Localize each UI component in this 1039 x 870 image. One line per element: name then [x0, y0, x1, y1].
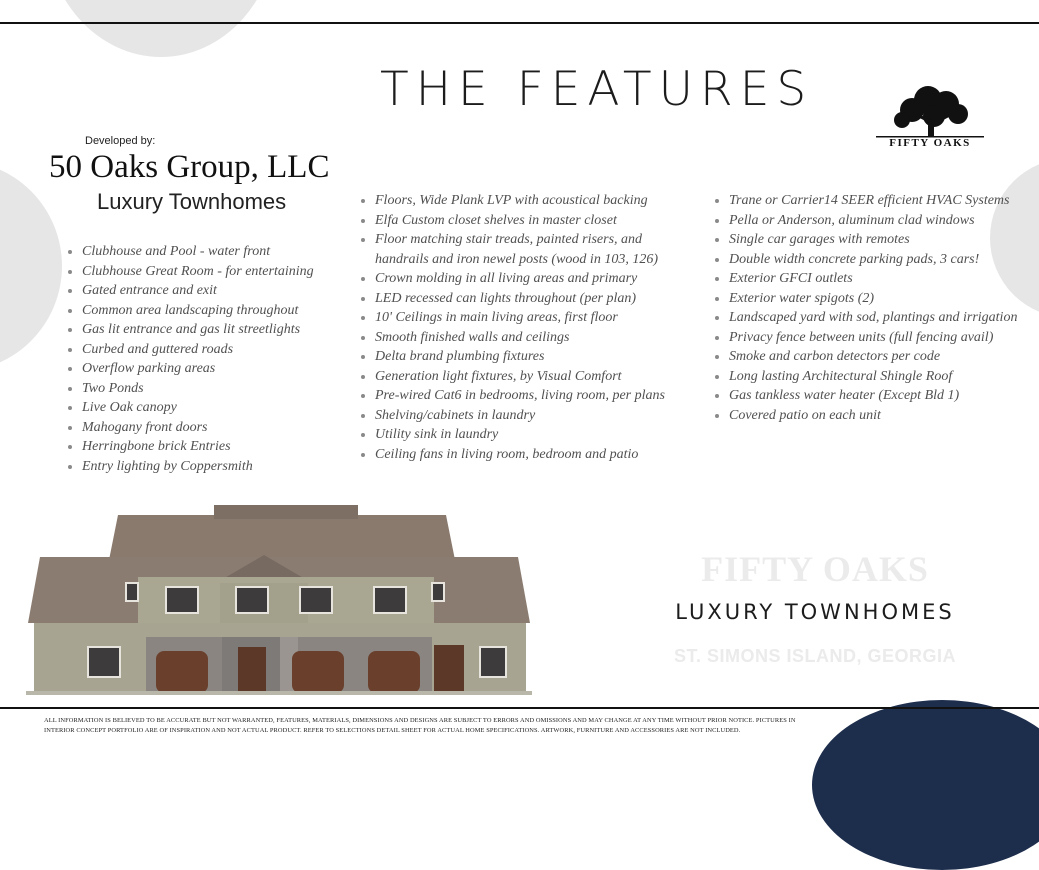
list-item: Exterior water spigots (2)	[713, 289, 1017, 309]
list-item: Live Oak canopy	[66, 398, 314, 418]
list-item: Gas tankless water heater (Except Bld 1)	[713, 386, 1017, 406]
tagline: LUXURY TOWNHOMES	[675, 600, 955, 624]
list-item: Exterior GFCI outlets	[713, 269, 1017, 289]
bottom-divider	[0, 707, 1039, 709]
list-item: Common area landscaping throughout	[66, 301, 314, 321]
list-item: Floor matching stair treads, painted risers, and handrails and iron newel posts (wood in 103, 126)	[359, 230, 665, 269]
list-item: Herringbone brick Entries	[66, 437, 314, 457]
watermark-brand: FIFTY OAKS	[701, 549, 929, 589]
list-item: Double width concrete parking pads, 3 cars!	[713, 250, 1017, 270]
list-item: Elfa Custom closet shelves in master closet	[359, 211, 665, 231]
list-item: Gated entrance and exit	[66, 281, 314, 301]
list-item: Entry lighting by Coppersmith	[66, 457, 314, 477]
list-item: Crown molding in all living areas and primary	[359, 269, 665, 289]
developer-name: 50 Oaks Group, LLC	[49, 149, 330, 185]
list-item: Privacy fence between units (full fencing avail)	[713, 328, 1017, 348]
list-item: Pella or Anderson, aluminum clad windows	[713, 211, 1017, 231]
list-item: Long lasting Architectural Shingle Roof	[713, 367, 1017, 387]
community-features-list	[66, 242, 314, 476]
list-item: Delta brand plumbing fixtures	[359, 347, 665, 367]
list-item: Clubhouse Great Room - for entertaining	[66, 262, 314, 282]
list-item: Floors, Wide Plank LVP with acoustical backing	[359, 191, 665, 211]
list-item: LED recessed can lights throughout (per plan)	[359, 289, 665, 309]
developer-label: Developed by:	[85, 135, 156, 147]
list-item: Utility sink in laundry	[359, 425, 665, 445]
decorative-circle-top	[45, 0, 277, 57]
developer-subtitle: Luxury Townhomes	[97, 189, 287, 214]
interior-features-list	[359, 191, 665, 464]
list-item: Covered patio on each unit	[713, 406, 1017, 426]
top-divider	[0, 22, 1039, 24]
list-item: Ceiling fans in living room, bedroom and patio	[359, 445, 665, 465]
page-title: THE FEATURES	[380, 62, 814, 117]
logo-wordmark: FIFTY OAKS	[889, 137, 971, 149]
townhome-rendering	[26, 505, 532, 695]
list-item: Curbed and guttered roads	[66, 340, 314, 360]
exterior-features-list	[713, 191, 1017, 425]
list-item: Smooth finished walls and ceilings	[359, 328, 665, 348]
list-item: Mahogany front doors	[66, 418, 314, 438]
list-item: Generation light fixtures, by Visual Comfort	[359, 367, 665, 387]
watermark-location: ST. SIMONS ISLAND, GEORGIA	[673, 646, 957, 666]
list-item: Landscaped yard with sod, plantings and irrigation	[713, 308, 1017, 328]
list-item: Shelving/cabinets in laundry	[359, 406, 665, 426]
list-item: Pre-wired Cat6 in bedrooms, living room, per plans	[359, 386, 665, 406]
list-item: Trane or Carrier14 SEER efficient HVAC Systems	[713, 191, 1017, 211]
list-item: Gas lit entrance and gas lit streetlights	[66, 320, 314, 340]
disclaimer: ALL INFORMATION IS BELIEVED TO BE ACCURATE BUT NOT WARRANTED, FEATURES, MATERIALS, DIMENSIONS AND DESIGNS ARE SUBJECT TO ERRORS AND OMISSIONS AND MAY CHANGE AT ANY TIME WITHOUT PRIOR NOTICE. PICTURES IN INTERIOR CONCEPT PORTFOLIO ARE OF INSPIRATION AND NOT ACTUAL PRODUCT. REFER TO SELECTIONS DETAIL SHEET FOR ACTUAL HOME SPECIFICATIONS. ARTWORK, FURNITURE AND ACCESSORIES ARE NOT INCLUDED.	[44, 717, 796, 734]
list-item: 10' Ceilings in main living areas, first floor	[359, 308, 665, 328]
list-item: Smoke and carbon detectors per code	[713, 347, 1017, 367]
list-item: Single car garages with remotes	[713, 230, 1017, 250]
list-item: Two Ponds	[66, 379, 314, 399]
list-item: Overflow parking areas	[66, 359, 314, 379]
decorative-circle-left	[0, 160, 62, 372]
decorative-navy-shape	[812, 700, 1039, 870]
list-item: Clubhouse and Pool - water front	[66, 242, 314, 262]
